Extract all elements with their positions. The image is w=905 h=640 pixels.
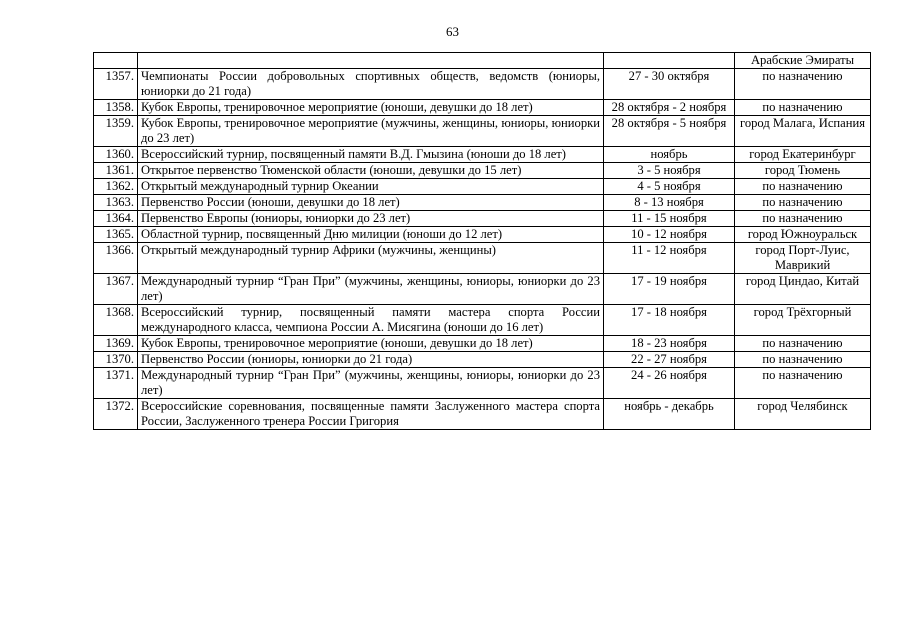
place-cell: по назначению (735, 195, 871, 211)
table-row (94, 399, 871, 430)
num-cell: 1371. (94, 368, 138, 399)
num-cell: 1368. (94, 305, 138, 336)
place-cell: город Порт-Луис, Маврикий (735, 243, 871, 274)
events-table (93, 52, 871, 430)
place-cell: по назначению (735, 211, 871, 227)
date-cell: ноябрь (604, 147, 735, 163)
table-row (94, 69, 871, 100)
date-cell: 8 - 13 ноября (604, 195, 735, 211)
num-cell: 1363. (94, 195, 138, 211)
event-name-cell: Открытый международный турнир Океании (138, 179, 604, 195)
event-name-cell: Областной турнир, посвященный Дню милиции (юноши до 12 лет) (138, 227, 604, 243)
event-name-cell: Международный турнир “Гран При” (мужчины, женщины, юниоры, юниорки до 23 лет) (138, 274, 604, 305)
num-cell: 1359. (94, 116, 138, 147)
table-row (94, 116, 871, 147)
table-row (94, 305, 871, 336)
num-cell: 1360. (94, 147, 138, 163)
table-row (94, 100, 871, 116)
num-cell: 1361. (94, 163, 138, 179)
num-cell: 1369. (94, 336, 138, 352)
num-cell: 1357. (94, 69, 138, 100)
event-name-cell: Первенство России (юноши, девушки до 18 лет) (138, 195, 604, 211)
place-cell: по назначению (735, 336, 871, 352)
date-cell: 24 - 26 ноября (604, 368, 735, 399)
place-cell: по назначению (735, 352, 871, 368)
date-cell: 28 октября - 5 ноября (604, 116, 735, 147)
event-name-cell: Кубок Европы, тренировочное мероприятие (юноши, девушки до 18 лет) (138, 100, 604, 116)
table-row (94, 336, 871, 352)
event-name-cell: Открытое первенство Тюменской области (юноши, девушки до 15 лет) (138, 163, 604, 179)
place-cell: город Челябинск (735, 399, 871, 430)
table-row (94, 179, 871, 195)
num-cell: 1364. (94, 211, 138, 227)
table-row (94, 274, 871, 305)
place-cell: по назначению (735, 69, 871, 100)
event-name-cell: Всероссийские соревнования, посвященные памяти Заслуженного мастера спорта России, Заслуженного тренера России Григория (138, 399, 604, 430)
place-cell: город Екатеринбург (735, 147, 871, 163)
table-row (94, 195, 871, 211)
place-cell: по назначению (735, 100, 871, 116)
date-cell: 17 - 18 ноября (604, 305, 735, 336)
header-num-cell (94, 53, 138, 69)
num-cell: 1372. (94, 399, 138, 430)
num-cell: 1362. (94, 179, 138, 195)
event-name-cell: Кубок Европы, тренировочное мероприятие (юноши, девушки до 18 лет) (138, 336, 604, 352)
header-row (94, 53, 871, 69)
date-cell: 18 - 23 ноября (604, 336, 735, 352)
event-name-cell: Всероссийский турнир, посвященный памяти мастера спорта России международного класса, чемпиона России А. Мисягина (юноши до 16 лет) (138, 305, 604, 336)
place-cell: город Трёхгорный (735, 305, 871, 336)
num-cell: 1358. (94, 100, 138, 116)
place-cell: город Циндао, Китай (735, 274, 871, 305)
event-name-cell: Чемпионаты России добровольных спортивных обществ, ведомств (юниоры, юниорки до 21 года) (138, 69, 604, 100)
date-cell: 4 - 5 ноября (604, 179, 735, 195)
table-row (94, 227, 871, 243)
date-cell: ноябрь - декабрь (604, 399, 735, 430)
event-name-cell: Международный турнир “Гран При” (мужчины, женщины, юниоры, юниорки до 23 лет) (138, 368, 604, 399)
event-name-cell: Всероссийский турнир, посвященный памяти В.Д. Гмызина (юноши до 18 лет) (138, 147, 604, 163)
event-name-cell: Первенство Европы (юниоры, юниорки до 23 лет) (138, 211, 604, 227)
table-row (94, 147, 871, 163)
date-cell: 11 - 12 ноября (604, 243, 735, 274)
date-cell: 3 - 5 ноября (604, 163, 735, 179)
place-cell: по назначению (735, 368, 871, 399)
event-name-cell: Первенство России (юниоры, юниорки до 21 года) (138, 352, 604, 368)
date-cell: 11 - 15 ноября (604, 211, 735, 227)
num-cell: 1365. (94, 227, 138, 243)
place-cell: город Тюмень (735, 163, 871, 179)
date-cell: 28 октября - 2 ноября (604, 100, 735, 116)
page-number: 63 (446, 24, 459, 39)
place-cell: город Южноуральск (735, 227, 871, 243)
table-row (94, 368, 871, 399)
header-name-cell (138, 53, 604, 69)
table-row (94, 211, 871, 227)
date-cell: 27 - 30 октября (604, 69, 735, 100)
table-row (94, 243, 871, 274)
num-cell: 1366. (94, 243, 138, 274)
place-cell: город Малага, Испания (735, 116, 871, 147)
event-name-cell: Кубок Европы, тренировочное мероприятие (мужчины, женщины, юниоры, юниорки до 23 лет) (138, 116, 604, 147)
header-date-cell (604, 53, 735, 69)
table-row (94, 352, 871, 368)
header-place-cell: Арабские Эмираты (735, 53, 871, 69)
place-cell: по назначению (735, 179, 871, 195)
table-row (94, 163, 871, 179)
date-cell: 22 - 27 ноября (604, 352, 735, 368)
event-name-cell: Открытый международный турнир Африки (мужчины, женщины) (138, 243, 604, 274)
num-cell: 1370. (94, 352, 138, 368)
date-cell: 10 - 12 ноября (604, 227, 735, 243)
num-cell: 1367. (94, 274, 138, 305)
date-cell: 17 - 19 ноября (604, 274, 735, 305)
